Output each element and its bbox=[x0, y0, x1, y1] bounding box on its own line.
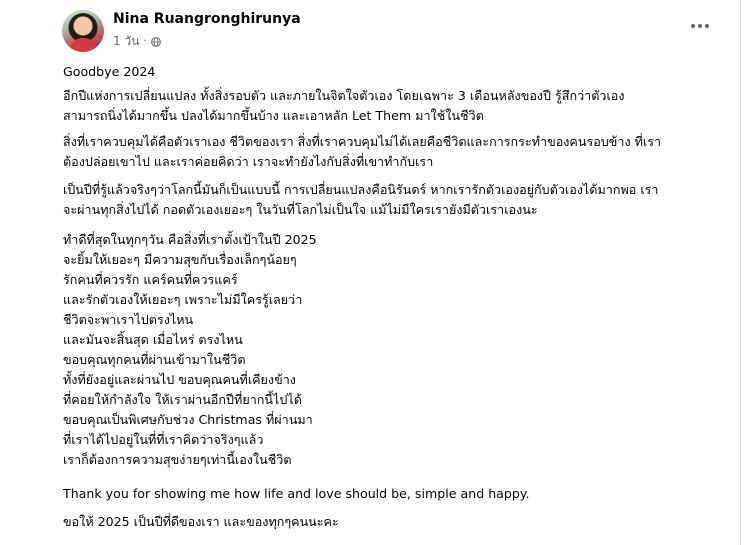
post-time[interactable]: 1 วัน bbox=[113, 34, 140, 48]
post-paragraph: ทำดีที่สุดในทุกๆวัน คือสิ่งที่เราตั้งเป้าในปี 2025 จะยิ้มให้เยอะๆ มีความสุขกับเรื่องเล็กๆน้อยๆ รักคนที่ควรรัก แคร์คนที่ควรแคร์ และรักตัวเองให้เยอะๆ เพราะไม่มีใครรู้เลยว่า ชีวิตจะพาเราไปตรงไหน และมันจะสิ้นสุด เมื่อไหร่ ตรงไหน bbox=[63, 232, 317, 347]
more-options-icon-dot bbox=[705, 24, 709, 28]
post-title: Goodbye 2024 bbox=[63, 64, 156, 79]
post-paragraph: สิ่งที่เราควบคุมได้คือตัวเราเอง ชีวิตของเรา สิ่งที่เราควบคุมไม่ได้เลยคือชีวิตและการกระทำของคนรอบข้าง ที่เรา ต้องปล่อยเขาไป และเราค่อยคิดว่า เราจะทำยังไงกับสิ่งที่เขาทำกับเรา bbox=[63, 134, 662, 169]
post-paragraph: ขอให้ 2025 เป็นปีที่ดีของเรา และของทุกๆคนนะคะ bbox=[63, 514, 339, 529]
author-name[interactable]: Nina Ruangronghirunya bbox=[113, 11, 301, 27]
post-paragraph: ขอบคุณทุกคนที่ผ่านเข้ามาในชีวิต ทั้งที่ยังอยู่และผ่านไป ขอบคุณคนที่เคียงข้าง ที่คอยให้กำลังใจ ให้เราผ่านอีกปีที่ยากนี้ไปได้ ขอบคุณเป็นพิเศษกับช่วง Christmas ที่ผ่านมา ที่เราได้ไปอยู่ในที่ที่เราคิดว่าจริงๆแล้ว เราก็ต้องการความสุขง่ายๆเท่านี้เองในชีวิต bbox=[63, 352, 313, 467]
meta-separator: · bbox=[143, 36, 147, 47]
more-options-icon-dot bbox=[698, 24, 702, 28]
more-options-icon bbox=[691, 24, 695, 28]
post-paragraph: เป็นปีที่รู้แล้วจริงๆว่าโลกนี้มันก็เป็นแบบนี้ การเปลี่ยนแปลงคือนิรันดร์ หากเรารักตัวเองอยู่กับตัวเองได้มากพอ เรา จะผ่านทุกสิ่งไปได้ กอดตัวเองเยอะๆ ในวันที่โลกไม่เป็นใจ แม้ไม่มีใครเรายังมีตัวเราเองนะ bbox=[63, 182, 659, 217]
avatar-figure bbox=[70, 38, 96, 52]
more-options-button[interactable] bbox=[686, 16, 714, 36]
globe-icon[interactable] bbox=[151, 37, 161, 47]
author-avatar[interactable] bbox=[62, 10, 104, 52]
post-paragraph: อีกปีแห่งการเปลี่ยนแปลง ทั้งสิ่งรอบตัว และภายในจิตใจตัวเอง โดยเฉพาะ 3 เดือนหลังของปี รู้สึกว่าตัวเอง สามารถนิ่งได้มากขึ้น ปลงได้มากขึ้นบ้าง และเอาหลัก Let Them มาใช้ในชีวิต bbox=[63, 88, 625, 123]
post-paragraph: Thank you for showing me how life and love should be, simple and happy. bbox=[63, 486, 530, 501]
post-meta bbox=[113, 32, 161, 51]
